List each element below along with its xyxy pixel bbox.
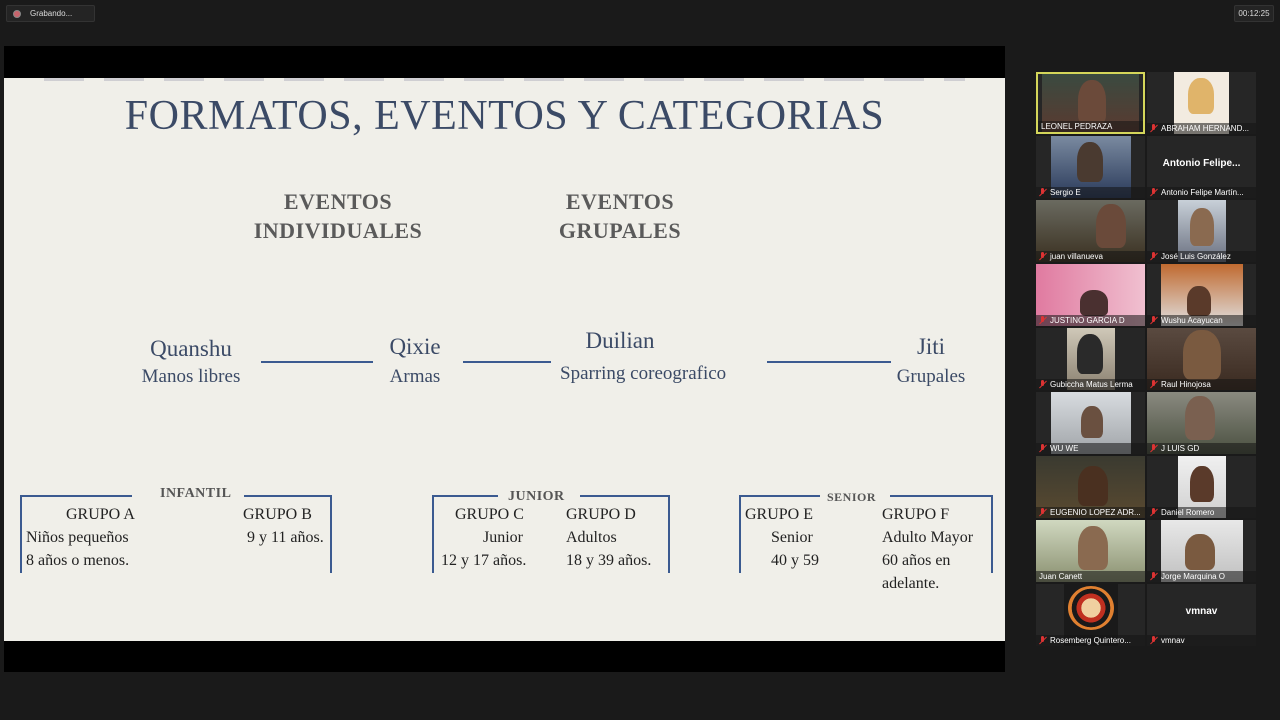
heading-individual-events [238,187,438,245]
person-silhouette [1185,534,1215,570]
participant-namebar [1147,507,1256,518]
avatar-cartoon [1188,78,1214,114]
group-d-line2: 18 y 39 años. [566,552,652,569]
participant-namebar [1147,315,1256,326]
record-icon [13,10,21,18]
person-silhouette [1190,466,1214,502]
mic-muted-icon [1150,124,1158,133]
category-label-junior: JUNIOR [508,489,565,504]
person-silhouette [1190,208,1214,246]
participant-tile[interactable] [1147,72,1256,134]
participant-name: vmnav [1161,636,1185,645]
participant-name: Juan Canett [1039,572,1083,581]
mic-muted-icon [1039,188,1047,197]
mic-muted-icon [1150,380,1158,389]
participant-namebar [1036,443,1145,454]
mic-muted-icon [1150,188,1158,197]
participant-tile[interactable] [1036,264,1145,326]
participant-name: LEONEL PEDRAZA [1041,122,1113,131]
person-silhouette [1187,286,1211,316]
participant-name: Antonio Felipe Martín... [1161,188,1244,197]
heading-line: EVENTOS [283,189,393,214]
participant-namebar [1147,571,1256,582]
participant-name: Sergio E [1050,188,1081,197]
participant-tile[interactable] [1147,200,1256,262]
mic-muted-icon [1150,252,1158,261]
participant-namebar [1147,187,1256,198]
heading-line: GRUPALES [558,218,682,243]
person-silhouette [1183,330,1221,380]
participant-namebar [1147,443,1256,454]
participant-tile[interactable] [1147,328,1256,390]
event-name: Quanshu [150,336,232,361]
group-c-line2: 12 y 17 años. [441,552,527,569]
group-c-title: GRUPO C [455,506,524,523]
participant-namebar [1147,123,1256,134]
person-silhouette [1078,466,1108,506]
group-e-title: GRUPO E [745,506,814,523]
person-silhouette [1080,290,1108,316]
participant-name: Wushu Acayucan [1161,316,1223,325]
participant-tile[interactable] [1036,200,1145,262]
participant-tile[interactable] [1036,72,1145,134]
participant-name: J LUIS GD [1161,444,1200,453]
person-silhouette [1077,142,1103,182]
participant-tile[interactable] [1036,392,1145,454]
mic-muted-icon [1150,444,1158,453]
participant-namebar [1036,507,1145,518]
presentation-slide [4,78,1005,641]
group-b-title: GRUPO B [243,506,312,523]
group-a-line1: Niños pequeños [26,529,129,546]
participant-name: EUGENIO LOPEZ ADR... [1050,508,1141,517]
participant-namebar [1036,187,1145,198]
connector-line [463,361,551,363]
group-f-line3: adelante. [882,575,940,592]
participant-namebar [1036,251,1145,262]
participant-name: Gubiccha Matus Lerma [1050,380,1133,389]
event-name: Duilian [585,328,655,353]
participant-name: Raul Hinojosa [1161,380,1211,389]
participant-name: José Luis González [1161,252,1231,261]
person-silhouette [1185,396,1215,440]
participant-namebar [1147,379,1256,390]
participant-tile[interactable] [1036,520,1145,582]
person-silhouette [1078,80,1106,124]
event-subtitle: Sparring coreografico [560,363,727,384]
participant-tile[interactable] [1036,136,1145,198]
mic-muted-icon [1039,636,1047,645]
club-logo [1068,586,1114,630]
participant-tile[interactable] [1147,392,1256,454]
participant-display-name: vmnav [1185,606,1218,617]
slide-decoration [44,78,965,81]
mic-muted-icon [1039,508,1047,517]
mic-muted-icon [1150,572,1158,581]
person-silhouette [1096,204,1126,248]
group-d-title: GRUPO D [566,506,636,523]
event-name: Jiti [916,334,946,359]
mic-muted-icon [1039,444,1047,453]
mic-muted-icon [1039,316,1047,325]
connector-line [261,361,373,363]
participant-name: Daniel Romero [1161,508,1215,517]
shared-screen [4,46,1005,672]
slide-title: FORMATOS, EVENTOS Y CATEGORIAS [124,93,885,139]
participant-namebar [1147,635,1256,646]
mic-muted-icon [1039,380,1047,389]
participant-name: Jorge Marquina O [1161,572,1226,581]
mic-muted-icon [1150,508,1158,517]
group-f-title: GRUPO F [882,506,950,523]
participant-namebar [1036,571,1145,582]
participant-name: WU WE [1050,444,1079,453]
event-subtitle: Manos libres [141,366,241,387]
participant-name: ABRAHAM HERNAND... [1161,124,1250,133]
event-name: Qixie [389,334,441,359]
category-label-senior: SENIOR [827,490,877,504]
recording-label: Grabando... [30,9,73,18]
participant-tile[interactable] [1036,456,1145,518]
participant-tile[interactable] [1147,584,1256,646]
connector-line [767,361,891,363]
meeting-timer: 00:12:25 [1234,5,1274,22]
person-silhouette [1081,406,1103,438]
recording-indicator[interactable] [6,5,95,22]
event-subtitle: Armas [389,366,441,387]
mic-muted-icon [1039,252,1047,261]
group-d-line1: Adultos [566,529,617,546]
person-silhouette [1078,526,1108,570]
participant-tile[interactable] [1147,264,1256,326]
mic-muted-icon [1150,316,1158,325]
participant-tile[interactable] [1036,328,1145,390]
category-label-infantil: INFANTIL [160,486,232,501]
participant-display-name: Antonio Felipe... [1162,158,1241,169]
group-a-line2: 8 años o menos. [26,552,130,569]
mic-muted-icon [1150,636,1158,645]
person-silhouette [1077,334,1103,374]
group-f-line1: Adulto Mayor [882,529,974,546]
participant-tile[interactable] [1147,456,1256,518]
group-f-line2: 60 años en [882,552,951,569]
participant-namebar [1036,379,1145,390]
heading-line: INDIVIDUALES [253,218,423,243]
participant-name: JUSTINO GARCIA D [1050,316,1125,325]
participant-namebar [1036,315,1145,326]
event-subtitle: Grupales [896,366,966,387]
participant-tile[interactable] [1147,520,1256,582]
group-e-line2: 40 y 59 [771,552,819,569]
group-c-line1: Junior [483,529,523,546]
heading-group-events [520,187,720,245]
participant-tile[interactable] [1036,584,1145,646]
group-e-line1: Senior [771,529,813,546]
participant-namebar [1147,251,1256,262]
participant-name: juan villanueva [1050,252,1103,261]
participant-namebar [1036,635,1145,646]
participant-name: Rosemberg Quintero... [1050,636,1131,645]
group-a-title: GRUPO A [66,506,135,523]
participant-tile[interactable] [1147,136,1256,198]
group-b-line1: 9 y 11 años. [247,529,324,546]
heading-line: EVENTOS [565,189,675,214]
participant-namebar [1038,121,1143,132]
